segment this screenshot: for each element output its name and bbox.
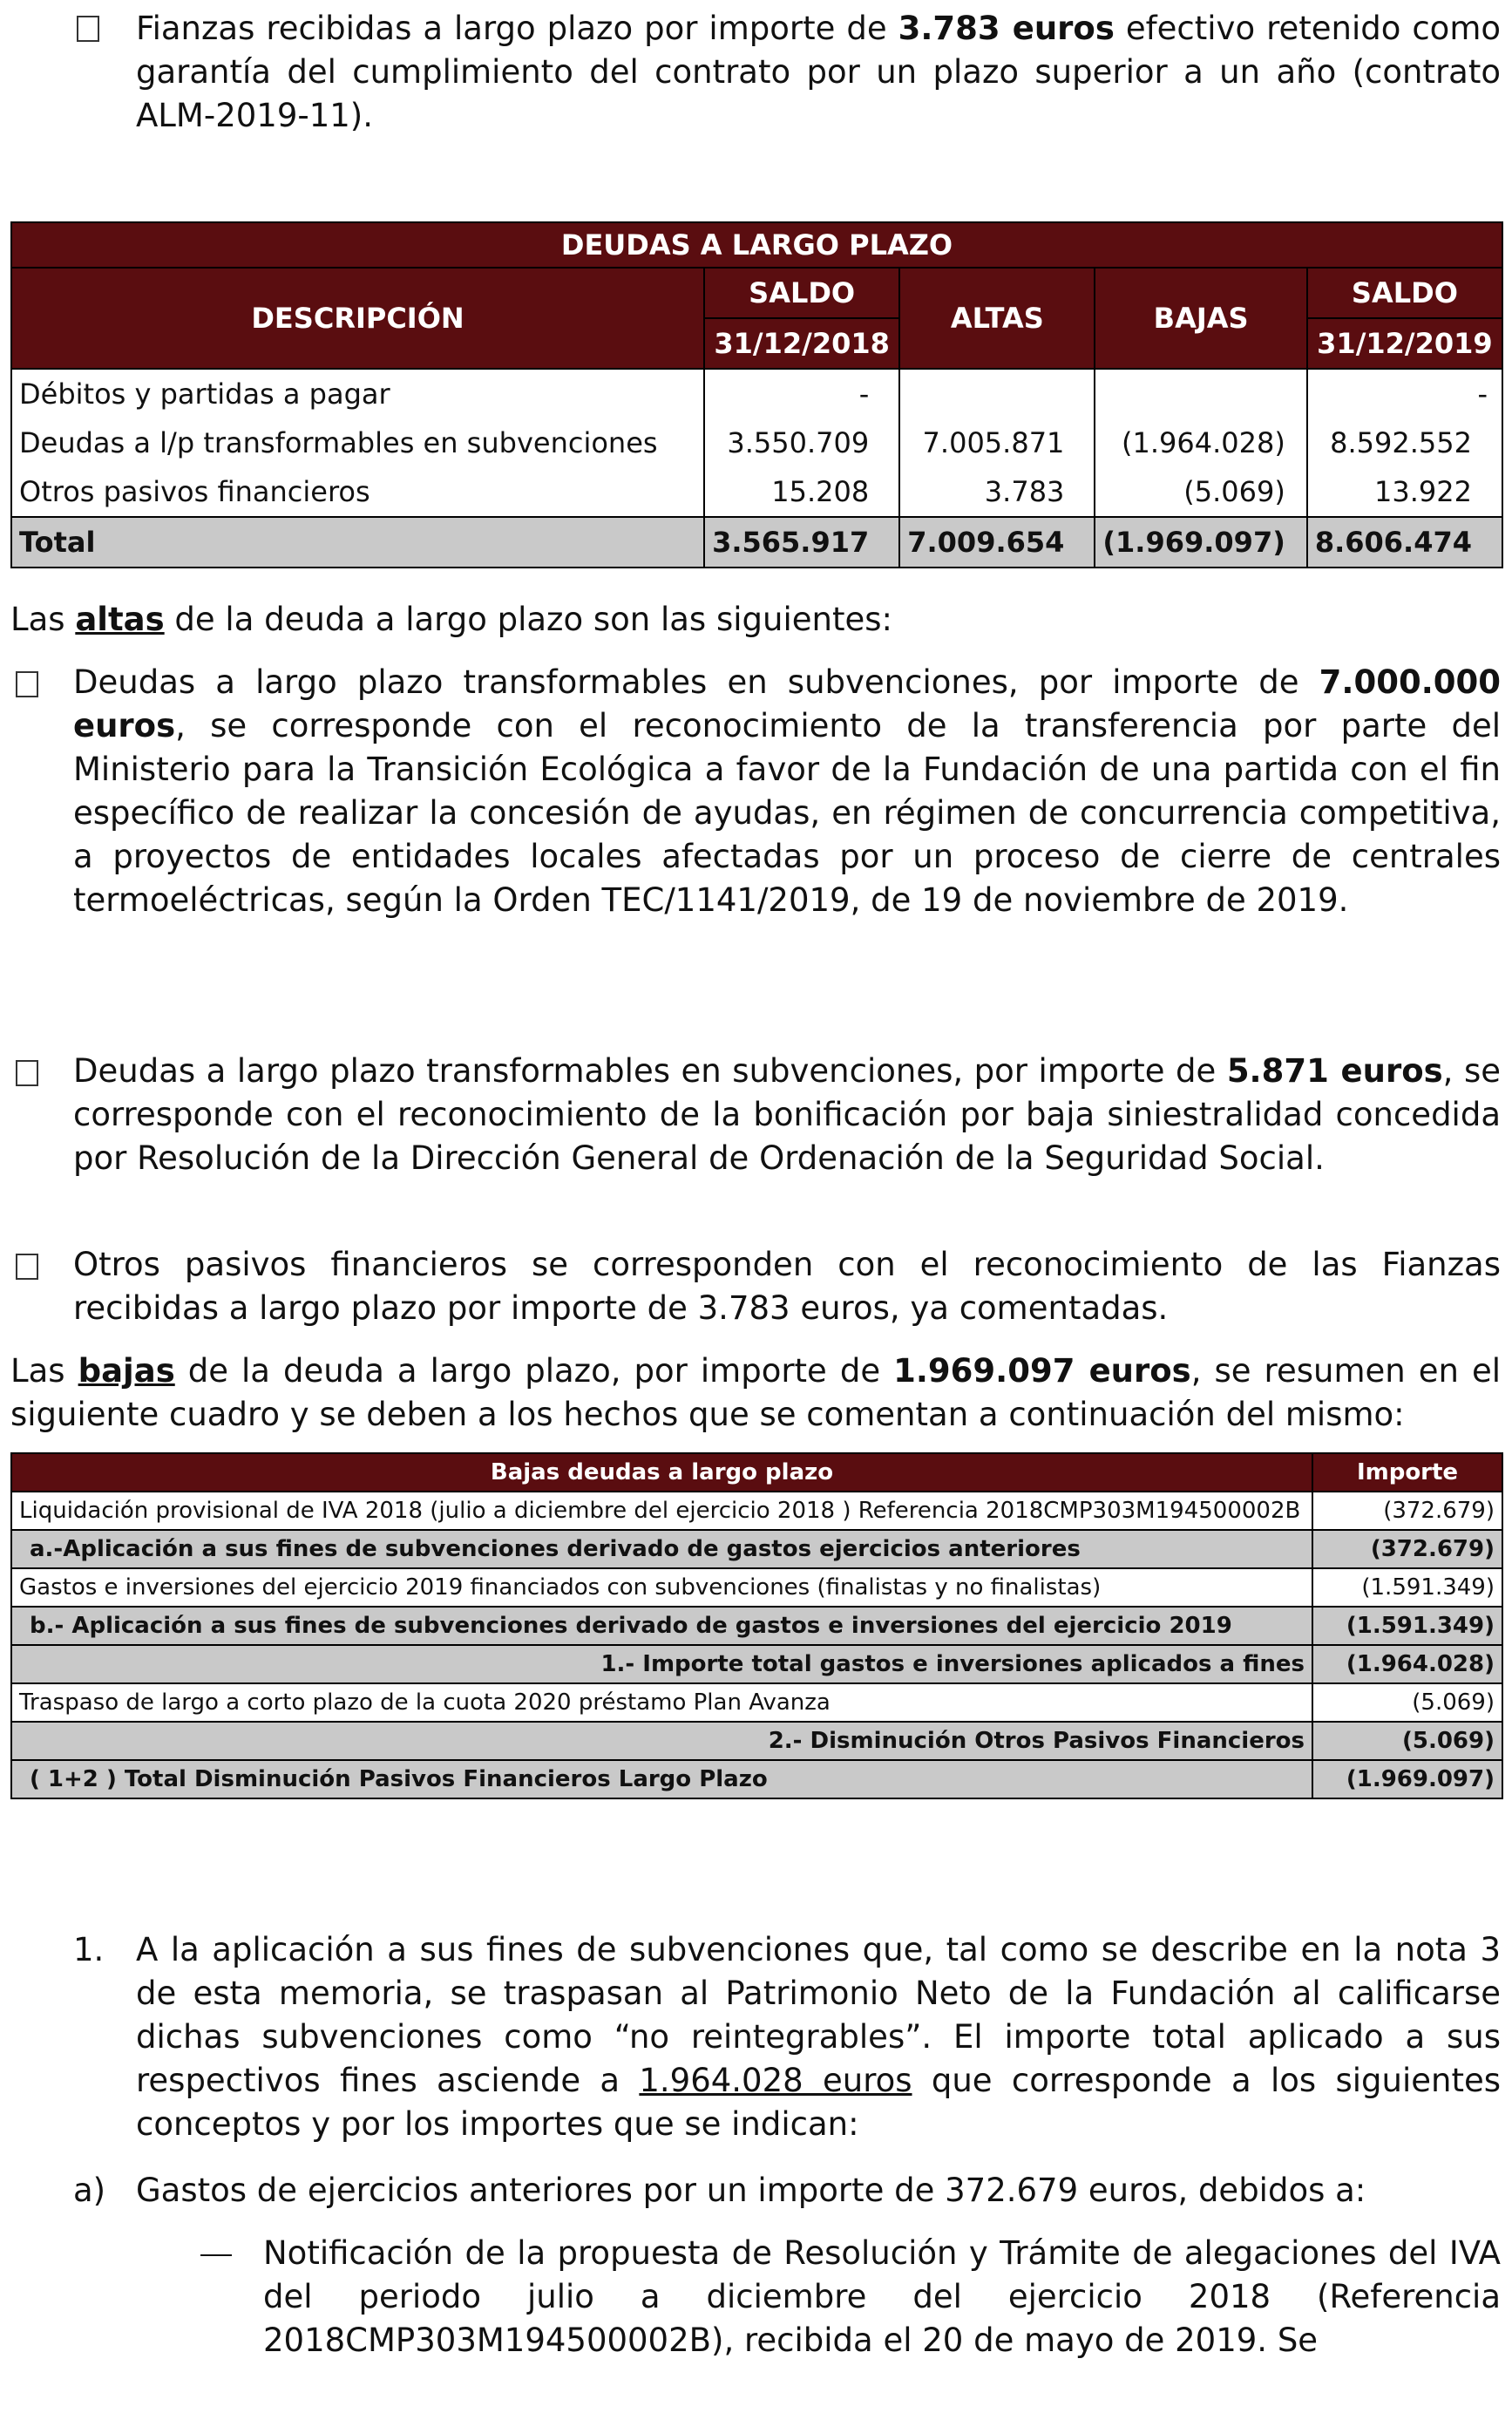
table-row: [11, 1645, 1502, 1683]
row-desc: ( 1+2 ) Total Disminución Pasivos Financieros Largo Plazo: [11, 1760, 1312, 1798]
table-row: [11, 467, 1502, 517]
row-amt: (1.591.349): [1312, 1607, 1502, 1645]
table1-title: DEUDAS A LARGO PLAZO: [11, 222, 1502, 268]
altas-b2-post: , se corresponde con el reconocimiento de la bonificación por baja siniestralidad concedida por Resolución de la Dirección General de Ordenación de la Seguridad Social.: [73, 1052, 1501, 1177]
dash-bullet-icon: [200, 2254, 232, 2256]
item1-underlined: 1.964.028 euros: [639, 2062, 912, 2099]
row-saldo2018: 15.208: [704, 467, 899, 517]
altas-b1-post: , se corresponde con el reconocimiento de la transferencia por parte del Ministerio para la Transición Ecológica a favor de la Fundación de una partida con el fin específico de realizar la concesión de ayudas, en régimen de concurrencia competitiva, a proyectos de entidades locales afectadas por un proceso de cierre de centrales termoeléctricas, según la Orden TEC/1141/2019, de 19 de noviembre de 2019.: [73, 707, 1501, 919]
row-bajas: (1.964.028): [1095, 418, 1306, 467]
row-altas: 3.783: [899, 467, 1095, 517]
altas-b1-bold: 7.000.000 euros: [73, 663, 1501, 744]
bullet-box-icon: [16, 671, 38, 697]
intro-pre: Fianzas recibidas a largo plazo por importe de: [136, 10, 898, 47]
total-altas: 7.009.654: [899, 517, 1095, 568]
row-desc: Deudas a l/p transformables en subvenciones: [11, 418, 704, 467]
total-saldo2018: 3.565.917: [704, 517, 899, 568]
table-row: [11, 1492, 1502, 1530]
bajas-intro-post: , se resumen en el siguiente cuadro y se deben a los hechos que se comentan a continuación del mismo:: [10, 1352, 1501, 1433]
table1-col-saldo1-date: 31/12/2018: [704, 318, 899, 369]
total-desc: Total: [11, 517, 704, 568]
intro-bullet-text: [136, 7, 1501, 138]
row-altas: [899, 369, 1095, 418]
table-row: [11, 1722, 1502, 1760]
table1-col-saldo2-date: 31/12/2019: [1307, 318, 1502, 369]
item1-post: que corresponde a los siguientes conceptos y por los importes que se indican:: [136, 2062, 1501, 2143]
row-desc: Gastos e inversiones del ejercicio 2019 financiados con subvenciones (finalistas y no finalistas): [11, 1568, 1312, 1607]
bajas-deudas-table: [10, 1452, 1503, 1799]
altas-b2-pre: Deudas a largo plazo transformables en subvenciones, por importe de: [73, 1052, 1227, 1090]
intro-bold: 3.783 euros: [898, 10, 1115, 47]
row-amt: (1.591.349): [1312, 1568, 1502, 1607]
row-desc: Traspaso de largo a corto plazo de la cuota 2020 préstamo Plan Avanza: [11, 1683, 1312, 1722]
bullet-box-icon: [16, 1060, 38, 1086]
dash-item-text: Notificación de la propuesta de Resolución y Trámite de alegaciones del IVA del periodo julio a diciembre del ejercicio 2018 (Referencia 2018CMP303M194500002B), recibida el 20 de mayo de 2019. Se: [263, 2234, 1501, 2359]
table1-col-altas: ALTAS: [899, 268, 1095, 369]
row-saldo2019: -: [1307, 369, 1502, 418]
table1-col-saldo1: SALDO: [704, 268, 899, 318]
row-amt: (1.969.097): [1312, 1760, 1502, 1798]
bullet-box-icon: [77, 16, 99, 42]
row-saldo2019: 8.592.552: [1307, 418, 1502, 467]
row-amt: (372.679): [1312, 1492, 1502, 1530]
row-bajas: (5.069): [1095, 467, 1306, 517]
bajas-word: bajas: [78, 1352, 175, 1390]
row-desc: b.- Aplicación a sus fines de subvenciones derivado de gastos e inversiones del ejercicio 2019: [11, 1607, 1312, 1645]
altas-b3-text: Otros pasivos financieros se corresponden con el reconocimiento de las Fianzas recibidas a largo plazo por importe de 3.783 euros, ya comentadas.: [73, 1246, 1501, 1327]
bajas-intro-pre: Las: [10, 1352, 78, 1390]
row-amt: (5.069): [1312, 1683, 1502, 1722]
altas-b2-bold: 5.871 euros: [1226, 1052, 1443, 1090]
row-amt: (372.679): [1312, 1530, 1502, 1568]
intro-post: efectivo retenido como garantía del cumplimiento del contrato por un plazo superior a un año (contrato ALM-2019-11).: [136, 10, 1502, 134]
row-desc: 1.- Importe total gastos e inversiones aplicados a fines: [11, 1645, 1312, 1683]
total-bajas: (1.969.097): [1095, 517, 1306, 568]
table1-col-desc: DESCRIPCIÓN: [11, 268, 704, 369]
row-saldo2019: 13.922: [1307, 467, 1502, 517]
row-altas: 7.005.871: [899, 418, 1095, 467]
altas-b1-pre: Deudas a largo plazo transformables en subvenciones, por importe de: [73, 663, 1319, 701]
bullet-box-icon: [16, 1254, 38, 1280]
deudas-largo-plazo-table: [10, 221, 1503, 568]
altas-intro-post: de la deuda a largo plazo son las siguientes:: [164, 601, 892, 638]
row-amt: (1.964.028): [1312, 1645, 1502, 1683]
table-row: [11, 1568, 1502, 1607]
row-bajas: [1095, 369, 1306, 418]
row-amt: (5.069): [1312, 1722, 1502, 1760]
row-saldo2018: -: [704, 369, 899, 418]
bajas-intro-mid: de la deuda a largo plazo, por importe de: [174, 1352, 894, 1390]
total-saldo2019: 8.606.474: [1307, 517, 1502, 568]
bajas-intro: [10, 1349, 1501, 1437]
bajas-intro-bold: 1.969.097 euros: [893, 1352, 1191, 1390]
item1-pre: A la aplicación a sus fines de subvenciones que, tal como se describe en la nota 3 de esta memoria, se traspasan al Patrimonio Neto de la Fundación al calificarse dichas subvenciones como “no reintegrables”. El importe total aplicado a sus respectivos fines asciende a: [136, 1931, 1501, 2099]
item1-text: [136, 1928, 1501, 2146]
altas-intro-pre: Las: [10, 601, 76, 638]
altas-bullet-2: [73, 1050, 1501, 1180]
table-row: [11, 1530, 1502, 1568]
table2-col-amt: Importe: [1312, 1453, 1502, 1492]
table-row: [11, 369, 1502, 418]
altas-bullet-3: [73, 1243, 1501, 1330]
table-row: [11, 1607, 1502, 1645]
table-row: [11, 1760, 1502, 1798]
row-desc: Otros pasivos financieros: [11, 467, 704, 517]
table1-col-bajas: BAJAS: [1095, 268, 1306, 369]
row-desc: Débitos y partidas a pagar: [11, 369, 704, 418]
item-number: 1.: [73, 1931, 105, 1968]
altas-word: altas: [75, 601, 165, 638]
table2-col-desc: Bajas deudas a largo plazo: [11, 1453, 1312, 1492]
table-row: [11, 1683, 1502, 1722]
altas-bullet-1: [73, 661, 1501, 922]
table-total-row: [11, 517, 1502, 568]
row-desc: a.-Aplicación a sus fines de subvenciones derivado de gastos ejercicios anteriores: [11, 1530, 1312, 1568]
altas-intro: [10, 598, 1501, 642]
row-desc: Liquidación provisional de IVA 2018 (julio a diciembre del ejercicio 2018 ) Referencia 2018CMP303M194500002B: [11, 1492, 1312, 1530]
row-desc: 2.- Disminución Otros Pasivos Financieros: [11, 1722, 1312, 1760]
item-a-label: a): [73, 2172, 106, 2209]
row-saldo2018: 3.550.709: [704, 418, 899, 467]
table1-col-saldo2: SALDO: [1307, 268, 1502, 318]
item-a-text: Gastos de ejercicios anteriores por un importe de 372.679 euros, debidos a:: [136, 2172, 1366, 2209]
table-row: [11, 418, 1502, 467]
